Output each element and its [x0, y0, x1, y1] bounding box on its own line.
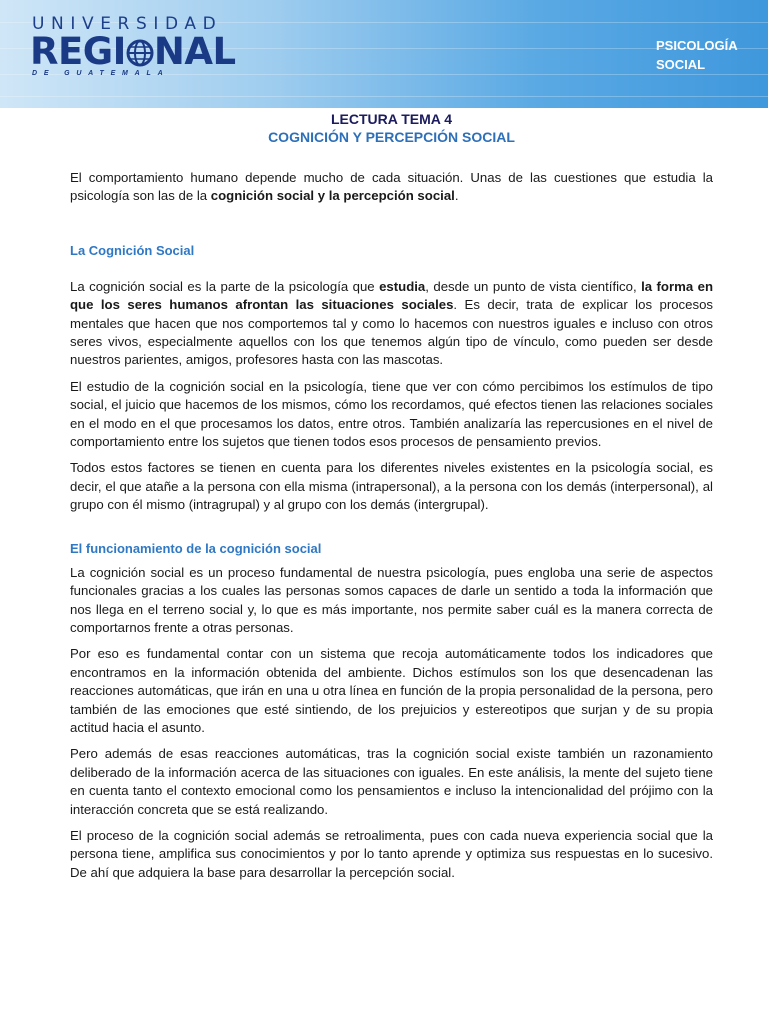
p1-text-bold-2: la forma en que los seres humanos afrontan las situaciones sociales	[70, 278, 714, 313]
paragraph-5: Por eso es fundamental contar con un sistema que recoja automáticamente todos los indicadores que encontramos en la información obtenida del ambiente. Dichos estímulos son los que desencadenan las reacciones automáticas, que irán en una u otra línea en función de la propia personalidad de la persona, pero también de las emociones que esté sintiendo, de los prejuicios y estereotipos que surjan y de su propia actitud hacia el asunto.	[70, 646, 713, 735]
logo-main-a: REGI	[30, 30, 126, 73]
section-heading-cognicion-social: La Cognición Social	[70, 242, 195, 258]
intro-paragraph	[70, 169, 713, 206]
course-title-line1: PSICOLOGÍA	[656, 38, 738, 53]
intro-text-a: El comportamiento humano depende mucho de cada situación. Unas de las cuestiones que estudia la psicología son las de la	[70, 170, 713, 204]
paragraph-3: Todos estos factores se tienen en cuenta para los diferentes niveles existentes en la psicología social, es decir, el que atañe a la persona con ella misma (intrapersonal), a la persona con los demás (interpersonal), al grupo con él mismo (intragrupal) y al grupo con los demás (intergrupal).	[70, 460, 713, 513]
page-header	[0, 0, 768, 108]
logo-top-text: UNIVERSIDAD	[32, 14, 223, 34]
university-logo	[30, 14, 236, 84]
document-subtitle: COGNICIÓN Y PERCEPCIÓN SOCIAL	[268, 129, 515, 145]
course-title-line2: SOCIAL	[656, 57, 706, 72]
p1-text-e: . Es decir, trata de explicar los procesos mentales que hacen que nos comportemos tal y como lo hacemos con nuestros iguales e incluso con otros seres vivos, especialmente aquellos con los que tenemos algún tipo de vínculo, como pueden ser desde nuestros parientes, amigos, profesores hasta con las mascotas.	[70, 297, 713, 368]
paragraph-2: El estudio de la cognición social en la psicología, tiene que ver con cómo percibimos los estímulos de tipo social, el juicio que hacemos de los mismos, cómo los recordamos, qué efectos tienen las relaciones sociales en el modo en el que procesamos los datos, entre otros. También analizaría las repercusiones en el nivel de comportamiento entre los sujetos que tienen todos esos procesos de pensamiento previos.	[70, 378, 713, 450]
section-heading-funcionamiento: El funcionamiento de la cognición social	[70, 540, 322, 556]
paragraph-1	[70, 278, 713, 370]
paragraph-4: La cognición social es un proceso fundamental de nuestra psicología, pues engloba una serie de aspectos funcionales gracias a los cuales las personas somos capaces de darle un sentido a toda la información que nos llega en el terreno social y, lo que es más importante, nos permite saber cuál es la manera correcta de comportarnos frente a otras personas.	[70, 564, 713, 635]
paragraph-7: El proceso de la cognición social además se retroalimenta, pues con cada nueva experiencia social que la persona tiene, amplifica sus conocimientos y por lo tanto aprende y optimiza sus respuestas en lo sucesivo. De ahí que adquiera la base para desarrollar la percepción social.	[70, 827, 713, 880]
intro-text-bold: cognición social y la percepción social	[210, 188, 455, 204]
header-stripe	[0, 96, 768, 97]
document-title: LECTURA TEMA 4	[330, 111, 453, 127]
logo-main-b: NAL	[153, 30, 236, 73]
course-title	[656, 36, 746, 74]
logo-main-text	[30, 30, 236, 73]
p1-text-bold-1: estudia	[379, 278, 426, 294]
paragraph-6: Pero además de esas reacciones automáticas, tras la cognición social existe también un razonamiento deliberado de la información acerca de las situaciones con iguales. En este análisis, la mente del sujeto tiene en cuenta tanto el contexto emocional como los pensamientos e incluso la intencionalidad del prójimo con la interacción concreta que se está realizando.	[70, 746, 713, 817]
intro-text-c: .	[454, 188, 459, 204]
logo-sub-text: DE GUATEMALA	[32, 70, 170, 77]
globe-icon	[126, 39, 154, 67]
document-body	[70, 108, 713, 882]
p1-text-c: , desde un punto de vista científico,	[425, 278, 642, 294]
p1-text-a: La cognición social es la parte de la psicología que	[70, 278, 380, 294]
